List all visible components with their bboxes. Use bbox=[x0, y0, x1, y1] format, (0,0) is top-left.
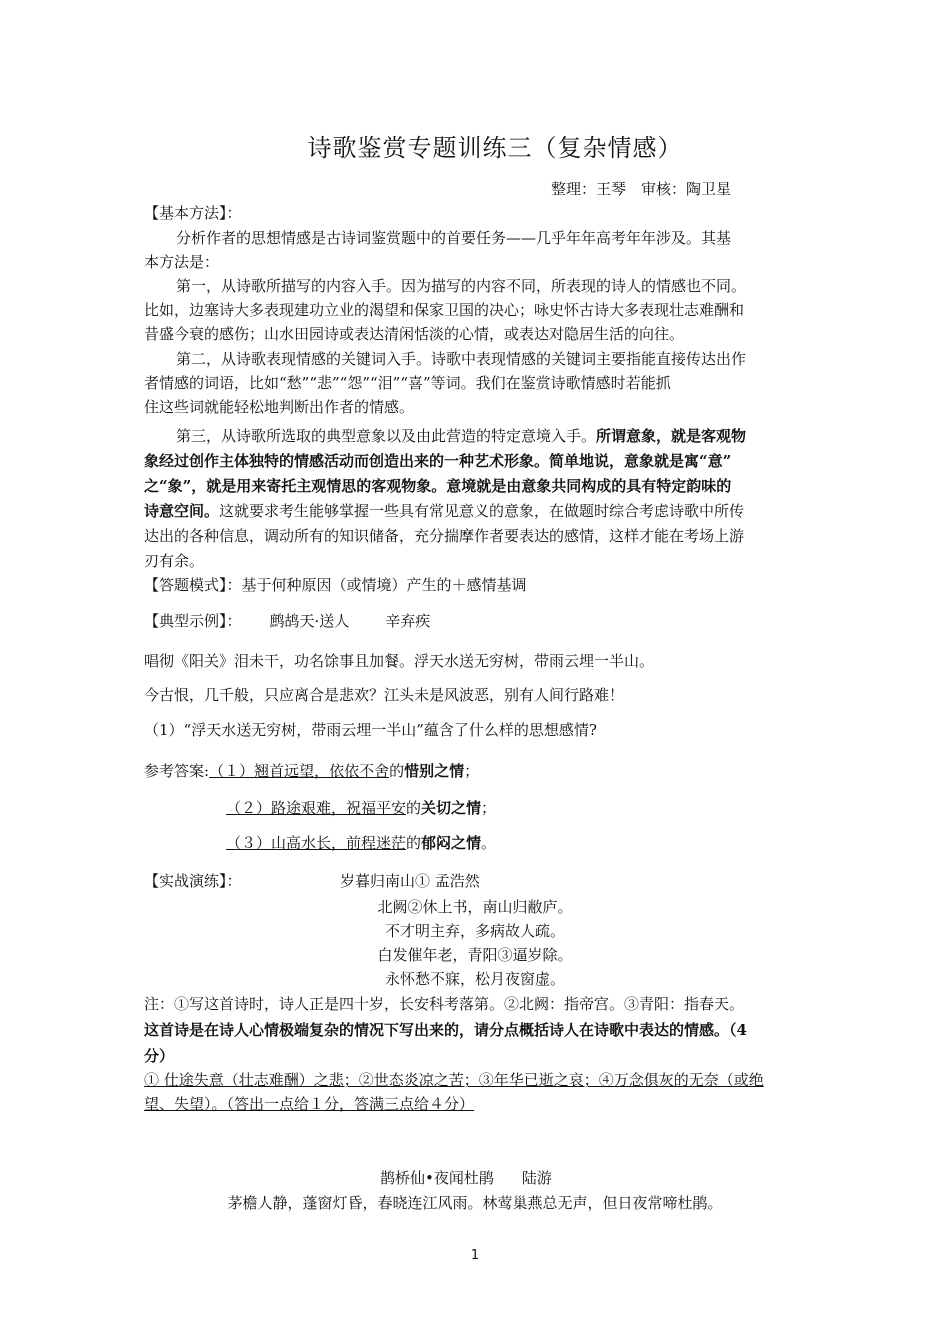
answer-2-end: ； bbox=[481, 799, 497, 817]
method-p2-1: 第二，从诗歌表现情感的关键词入手。诗歌中表现情感的关键词主要指能直接传达出作 bbox=[176, 350, 747, 368]
method-p2-2: 者情感的词语，比如“愁”“悲”“怨”“泪”“喜”等词。我们在鉴赏诗歌情感时若能抓 bbox=[144, 374, 671, 392]
method-p2-3: 住这些词就能轻松地判断出作者的情感。 bbox=[144, 398, 415, 416]
answer-1-end: ； bbox=[464, 762, 480, 780]
method-heading: 【基本方法】： bbox=[144, 204, 242, 222]
answer-2-mid: 的 bbox=[406, 799, 422, 817]
practice-note: 注：①写这首诗时，诗人正是四十岁，长安科考落第。②北阙：指帝宫。③青阳：指春天。 bbox=[144, 995, 745, 1013]
method-p3-1 bbox=[176, 424, 746, 448]
practice-answer-1: ① 仕途失意（壮志难酬）之悲；②世态炎凉之苦；③年华已逝之哀；④万念俱灰的无奈（或绝 bbox=[144, 1071, 764, 1089]
method-p3-bold-2: 象经过创作主体独特的情感活动而创造出来的一种艺术形象。简单地说，意象就是寓“意” bbox=[144, 452, 732, 470]
method-p3-bold-1: 所谓意象，就是客观物 bbox=[596, 427, 747, 445]
second-poem-line-1: 茅檐人静，蓬窗灯昏，春晓连江风雨。林莺巢燕总无声，但日夜常啼杜鹃。 bbox=[227, 1194, 723, 1212]
answer-1-text: （１）翘首远望，依依不舍 bbox=[209, 762, 390, 780]
example-question: （1）“浮天水送无穷树，带雨云埋一半山”蕴含了什么样的思想感情? bbox=[144, 721, 597, 739]
answer-3-emotion: 郁闷之情 bbox=[421, 834, 482, 852]
practice-poem-line-2: 不才明主弃，多病故人疏。 bbox=[384, 922, 565, 940]
method-p3-4 bbox=[144, 499, 744, 523]
answer-1-mid: 的 bbox=[389, 762, 405, 780]
answer-3-mid: 的 bbox=[406, 834, 422, 852]
page-number: 1 bbox=[470, 1248, 480, 1263]
second-poem-title: 鹊桥仙•夜闻杜鹃 bbox=[380, 1169, 494, 1187]
practice-question-1: 这首诗是在诗人心情极端复杂的情况下写出来的，请分点概括诗人在诗歌中表达的情感。（4 bbox=[144, 1021, 747, 1039]
example-answer-3 bbox=[226, 831, 496, 855]
example-heading-line bbox=[144, 609, 430, 633]
practice-poem-line-1: 北阙②休上书，南山归敝庐。 bbox=[377, 898, 573, 916]
method-intro-2: 本方法是： bbox=[144, 253, 220, 271]
method-p3-tail-4: 这就要求考生能够掌握一些具有常见意义的意象，在做题时综合考虑诗歌中所传 bbox=[219, 502, 745, 520]
practice-poem-line-3: 白发催年老，青阳③逼岁除。 bbox=[377, 946, 573, 964]
method-p3-bold-3: 之“象”，就是用来寄托主观情思的客观物象。意境就是由意象共同构成的具有特定韵味的 bbox=[144, 477, 732, 495]
method-p3-bold-4: 诗意空间。 bbox=[144, 502, 220, 520]
page-title: 诗歌鉴赏专题训练三（复杂情感） bbox=[307, 134, 683, 162]
practice-heading: 【实战演练】： bbox=[144, 872, 242, 890]
answer-3-end: 。 bbox=[481, 834, 497, 852]
answer-label: 参考答案: bbox=[144, 762, 210, 780]
answer-3-text: （３）山高水长，前程迷茫 bbox=[226, 834, 407, 852]
practice-poem-line-4: 永怀愁不寐，松月夜窗虚。 bbox=[384, 970, 565, 988]
practice-poem-title: 岁暮归南山① 孟浩然 bbox=[340, 872, 480, 890]
method-p1-3: 昔盛今衰的感伤；山水田园诗或表达清闲恬淡的心情，或表达对隐居生活的向往。 bbox=[144, 325, 685, 343]
answer-pattern: 【答题模式】：基于何种原因（或情境）产生的＋感情基调 bbox=[144, 576, 527, 594]
method-intro-1: 分析作者的思想情感是古诗词鉴赏题中的首要任务——几乎年年高考年年涉及。其基 bbox=[176, 229, 732, 247]
practice-question-2: 分） bbox=[144, 1047, 175, 1065]
second-poem-poet: 陆游 bbox=[521, 1169, 552, 1187]
answer-2-text: （２）路途艰难，祝福平安 bbox=[226, 799, 407, 817]
method-p3-6: 刃有余。 bbox=[144, 552, 205, 570]
method-p1-2: 比如，边塞诗大多表现建功立业的渴望和保家卫国的决心；咏史怀古诗大多表现壮志难酬和 bbox=[144, 301, 745, 319]
example-answer-1 bbox=[144, 759, 479, 783]
answer-1-emotion: 惜别之情 bbox=[404, 762, 465, 780]
method-p1-1: 第一，从诗歌所描写的内容入手。因为描写的内容不同，所表现的诗人的情感也不同。 bbox=[176, 277, 747, 295]
example-heading: 【典型示例】： bbox=[144, 612, 242, 630]
method-p3-5: 达出的各种信息，调动所有的知识储备，充分揣摩作者要表达的感情，这样才能在考场上游 bbox=[144, 527, 745, 545]
credits: 整理：王琴 审核：陶卫星 bbox=[551, 180, 732, 198]
second-poem-heading bbox=[380, 1166, 552, 1190]
example-poem-line-2: 今古恨，几千般，只应离合是悲欢？江头未是风波恶，别有人间行路难！ bbox=[144, 686, 625, 704]
example-answer-2 bbox=[226, 796, 496, 820]
method-p3-lead: 第三，从诗歌所选取的典型意象以及由此营造的特定意境入手。 bbox=[176, 427, 597, 445]
practice-answer-2: 望、失望）。（答出一点给１分，答满三点给４分） bbox=[144, 1095, 475, 1113]
answer-2-emotion: 关切之情 bbox=[421, 799, 482, 817]
example-poet: 辛弃疾 bbox=[385, 612, 431, 630]
example-poem-line-1: 唱彻《阳关》泪未干，功名馀事且加餐。浮天水送无穷树，带雨云埋一半山。 bbox=[144, 652, 655, 670]
example-poem-title: 鹧鸪天·送人 bbox=[269, 612, 350, 630]
